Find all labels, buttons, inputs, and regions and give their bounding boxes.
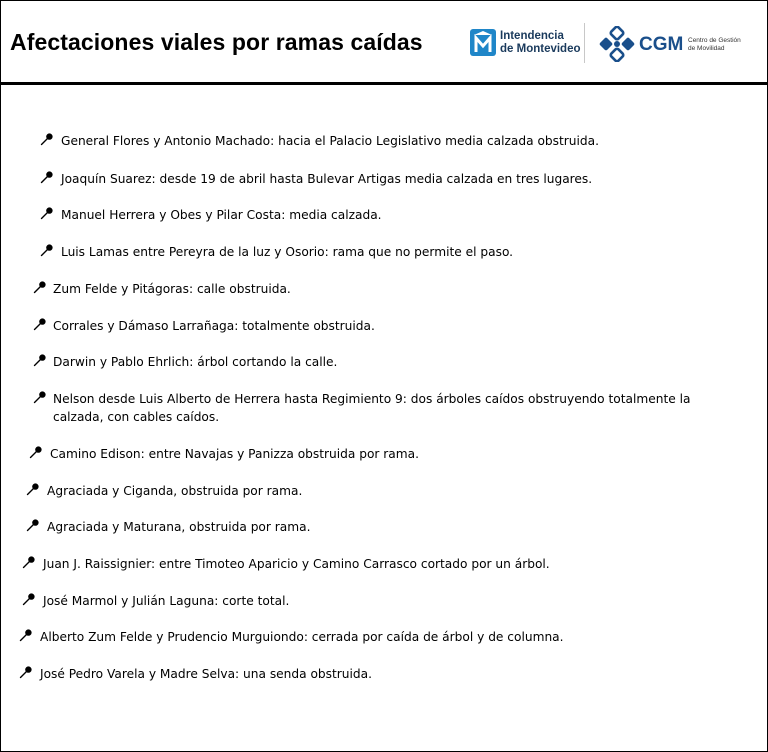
list-item: Manuel Herrera y Obes y Pilar Costa: media calzada. [61,208,382,222]
list-item: General Flores y Antonio Machado: hacia el Palacio Legislativo media calzada obstruida. [61,134,599,148]
intendencia-line2: de Montevideo [500,43,581,55]
list-item: Nelson desde Luis Alberto de Herrera hasta Regimiento 9: dos árboles caídos obstruyendo totalmente la calzada, con cables caídos. [53,392,691,424]
list-item: Agraciada y Maturana, obstruida por rama. [47,520,311,534]
list-item: Zum Felde y Pitágoras: calle obstruida. [53,282,291,296]
pin-icon [22,592,36,606]
pin-icon [19,665,33,679]
list-item: Darwin y Pablo Ehrlich: árbol cortando la calle. [53,355,338,369]
pin-icon [40,243,54,257]
pin-icon [40,132,54,146]
list-item: Agraciada y Ciganda, obstruida por rama. [47,484,303,498]
list-item: José Marmol y Julián Laguna: corte total. [43,594,290,608]
list-item: José Pedro Varela y Madre Selva: una senda obstruida. [40,667,372,681]
list-item: Luis Lamas entre Pereyra de la luz y Osorio: rama que no permite el paso. [61,245,514,259]
pin-icon [33,280,47,294]
list-item: Corrales y Dámaso Larrañaga: totalmente obstruida. [53,319,375,333]
cgm-sub-line1: Centro de Gestión [688,37,741,44]
pin-icon [29,445,43,459]
pin-icon [26,482,40,496]
pin-icon [33,353,47,367]
pin-icon [33,317,47,331]
pin-icon [33,390,47,404]
intendencia-line1: Intendencia [500,30,564,42]
list-item: Juan J. Raissignier: entre Timoteo Aparicio y Camino Carrasco cortado por un árbol. [43,557,550,571]
pin-icon [40,170,54,184]
pin-icon [22,555,36,569]
page-title: Afectaciones viales por ramas caídas [10,29,423,55]
cgm-sub-line2: de Movilidad [688,45,725,52]
list-item: Camino Edison: entre Navajas y Panizza obstruida por rama. [50,447,419,461]
pin-icon [26,518,40,532]
list-item: Alberto Zum Felde y Prudencio Murguiondo: cerrada por caída de árbol y de columna. [40,630,564,644]
cgm-logo-text: CGM [639,34,684,55]
pin-icon [40,206,54,220]
pin-icon [19,628,33,642]
list-item: Joaquín Suarez: desde 19 de abril hasta Bulevar Artigas media calzada en tres lugares. [61,172,593,186]
